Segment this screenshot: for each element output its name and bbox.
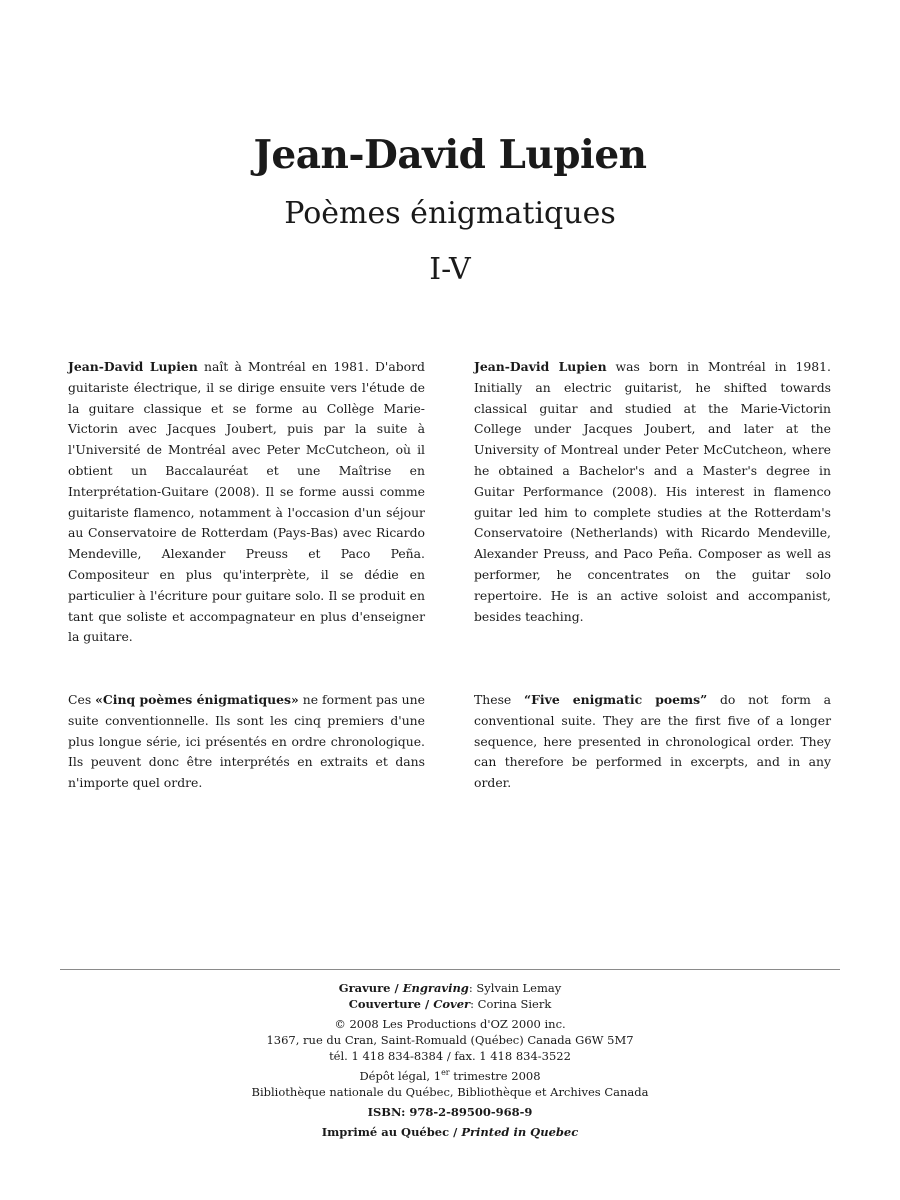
cover-label-fr: Couverture xyxy=(348,997,421,1011)
bio-en-name: Jean-David Lupien xyxy=(474,359,607,374)
legal-deposit: Dépôt légal, 1er trimestre 2008 xyxy=(359,1068,541,1083)
cover-value: : Corina Sierk xyxy=(470,997,552,1011)
printed-in: Imprimé au Québec / Printed in Quebec xyxy=(321,1125,579,1139)
credit-cover xyxy=(0,996,900,1012)
copyright: © 2008 Les Productions d'OZ 2000 inc. xyxy=(334,1017,566,1031)
movement-numerals: I-V xyxy=(429,252,471,287)
publisher-phone: tél. 1 418 834-8384 / fax. 1 418 834-3522 xyxy=(329,1049,571,1063)
note-fr-text: ne forment pas une suite conventionnelle. Ils sont les cinq premiers d'une plus longue série, ici présentés en ordre chronologique. Ils peuvent donc être interprétés en extraits et dans n'importe quel ordre. xyxy=(68,692,425,791)
engraving-value: : Sylvain Lemay xyxy=(468,981,562,995)
note-en-text: do not form a conventional suite. They are the first five of a longer sequence, here presented in chronological order. They can therefore be performed in excerpts, and in any order. xyxy=(474,692,831,791)
biography-english xyxy=(474,357,831,627)
libraries: Bibliothèque nationale du Québec, Bibliothèque et Archives Canada xyxy=(251,1085,649,1099)
note-fr-title: «Cinq poèmes énigmatiques» xyxy=(95,692,299,707)
note-en-title: “Five enigmatic poems” xyxy=(523,692,708,707)
bio-fr-text: naît à Montréal en 1981. D'abord guitariste électrique, il se dirige ensuite vers l'étude de la guitare classique et se forme au Collège Marie-Victorin avec Jacques Joubert, puis par la suite à l'Université de Montréal avec Peter McCutcheon, où il obtient un Baccalauréat et une Maîtrise en Interprétation-Guitare (2008). Il se forme aussi comme guitariste flamenco, notamment à l'occasion d'un séjour au Conservatoire de Rotterdam (Pays-Bas) avec Ricardo Mendeville, Alexander Preuss et Paco Peña. Compositeur en plus qu'interprète, il se dédie en particulier à l'écriture pour guitare solo. Il se produit en tant que soliste et accompagnateur en plus d'enseigner la guitare. xyxy=(68,359,425,645)
program-note-french xyxy=(68,690,425,794)
colophon xyxy=(0,980,900,1140)
cover-sep: / xyxy=(421,997,434,1011)
biography-french xyxy=(68,357,425,648)
isbn: ISBN: 978-2-89500-968-9 xyxy=(367,1105,533,1119)
composer-name: Jean-David Lupien xyxy=(253,132,647,178)
publisher-address: 1367, rue du Cran, Saint-Romuald (Québec) Canada G6W 5M7 xyxy=(266,1033,634,1047)
note-en-prefix: These xyxy=(474,692,524,707)
bio-en-text: was born in Montréal in 1981. Initially an electric guitarist, he shifted towards classical guitar and studied at the Marie-Victorin College under Jacques Joubert, and later at the University of Montreal under Peter McCutcheon, where he obtained a Bachelor's and a Master's degree in Guitar Performance (2008). His interest in flamenco guitar led him to complete studies at the Rotterdam's Conservatoire (Netherlands) with Ricardo Mendeville, Alexander Preuss, and Paco Peña. Composer as well as performer, he concentrates on the guitar solo repertoire. He is an active soloist and accompanist, besides teaching. xyxy=(474,359,831,624)
work-title: Poèmes énigmatiques xyxy=(284,196,616,231)
engraving-sep: / xyxy=(390,981,403,995)
credit-engraving xyxy=(0,980,900,996)
engraving-label-fr: Gravure xyxy=(338,981,391,995)
program-note-english xyxy=(474,690,831,794)
footer-divider xyxy=(60,969,840,970)
bio-fr-name: Jean-David Lupien xyxy=(68,359,198,374)
note-fr-prefix: Ces xyxy=(68,692,96,707)
engraving-label-en: Engraving xyxy=(402,981,469,995)
cover-label-en: Cover xyxy=(433,997,471,1011)
